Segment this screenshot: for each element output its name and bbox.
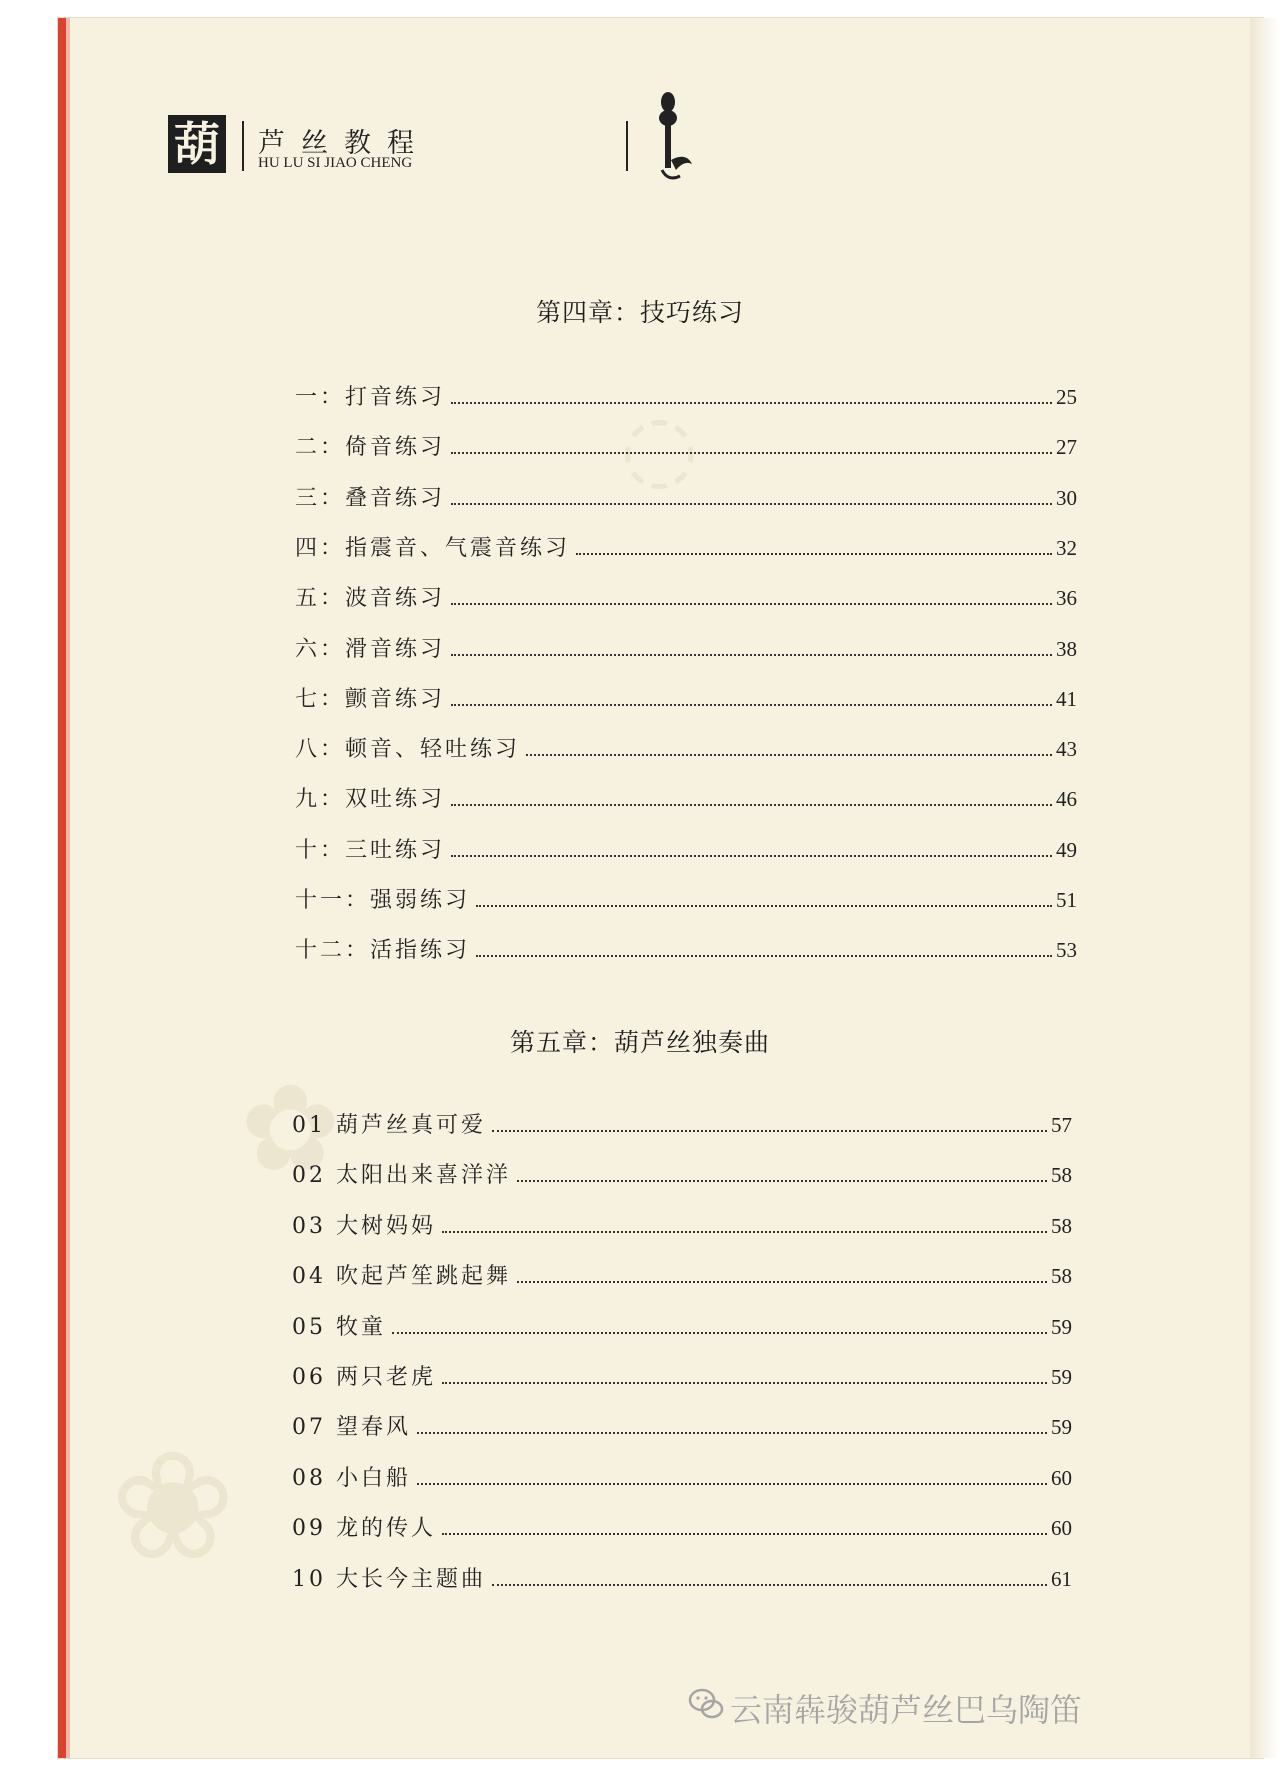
page-red-edge	[58, 18, 66, 1758]
toc-entry-label: 09 龙的传人	[292, 1516, 436, 1542]
toc-page-number: 60	[1051, 1465, 1072, 1490]
chapter5-title: 第五章：葫芦丝独奏曲	[509, 1028, 770, 1057]
toc-entry	[295, 682, 1077, 716]
toc-entry	[292, 1108, 1072, 1142]
toc-entry-label: 九：双吐练习	[295, 787, 446, 813]
toc-dot-leader	[392, 1331, 1047, 1334]
toc-page-number: 36	[1056, 586, 1077, 611]
toc-page-number: 43	[1056, 737, 1077, 762]
show-through-decoration: ❀	[110, 1420, 236, 1594]
toc-page-number: 27	[1056, 435, 1077, 460]
toc-entry-label: 06 两只老虎	[292, 1365, 436, 1390]
toc-entry-label: 08 小白船	[292, 1465, 411, 1491]
toc-dot-leader	[442, 1381, 1047, 1384]
toc-dot-leader	[451, 854, 1052, 857]
hulusi-brush-icon	[646, 90, 696, 185]
toc-entry-label: 六：滑音练习	[295, 636, 446, 662]
toc-entry	[295, 380, 1077, 414]
toc-dot-leader	[451, 803, 1052, 806]
toc-page-number: 58	[1051, 1213, 1072, 1238]
toc-page-number: 59	[1051, 1365, 1072, 1389]
toc-entry	[295, 581, 1077, 615]
toc-entry	[295, 883, 1077, 917]
toc-entry-label: 04 吹起芦笙跳起舞	[292, 1264, 511, 1290]
toc-page-number: 25	[1056, 385, 1077, 409]
toc-entry-label: 二：倚音练习	[295, 435, 446, 461]
toc-page-number: 41	[1056, 686, 1077, 711]
toc-dot-leader	[526, 753, 1052, 756]
toc-entry-label: 03 大树妈妈	[292, 1213, 436, 1239]
toc-entry	[295, 833, 1077, 867]
toc-entry	[292, 1259, 1072, 1293]
toc-entry	[292, 1310, 1072, 1344]
toc-entry	[292, 1158, 1072, 1192]
toc-dot-leader	[417, 1431, 1047, 1434]
toc-entry-label: 07 望春风	[292, 1415, 411, 1441]
toc-page-number: 58	[1051, 1264, 1072, 1289]
toc-page-number: 49	[1056, 837, 1077, 862]
toc-page-number: 32	[1056, 535, 1077, 560]
toc-dot-leader	[476, 904, 1052, 907]
toc-entry-label: 一：打音练习	[295, 385, 446, 410]
header-subtitle: HU LU SI JIAO CHENG	[258, 155, 413, 171]
toc-entry-label: 10 大长今主题曲	[292, 1566, 486, 1592]
header-title: 芦丝教程	[258, 128, 430, 159]
toc-page-number: 57	[1051, 1113, 1072, 1137]
toc-page-number: 46	[1056, 787, 1077, 812]
toc-entry	[295, 933, 1077, 967]
header-divider	[626, 121, 628, 171]
toc-page-number: 61	[1051, 1566, 1072, 1591]
toc-entry	[292, 1410, 1072, 1444]
toc-dot-leader	[442, 1532, 1047, 1535]
toc-page-number: 38	[1056, 636, 1077, 661]
toc-entry	[292, 1461, 1072, 1495]
toc-page-number: 59	[1051, 1415, 1072, 1440]
show-through-decoration: ◌	[620, 395, 699, 500]
watermark-text: 云南犇骏葫芦丝巴乌陶笛	[730, 1691, 1083, 1729]
toc-entry	[292, 1360, 1072, 1394]
show-through-decoration: ✿	[240, 1060, 341, 1199]
toc-dot-leader	[451, 602, 1052, 605]
toc-entry	[292, 1511, 1072, 1545]
toc-dot-leader	[492, 1129, 1047, 1132]
toc-dot-leader	[451, 401, 1052, 404]
toc-dot-leader	[451, 502, 1052, 505]
page-red-edge-inner	[66, 18, 70, 1758]
toc-entry	[295, 481, 1077, 515]
toc-dot-leader	[576, 552, 1052, 555]
page-right-shadow	[1250, 18, 1280, 1758]
toc-dot-leader	[451, 451, 1052, 454]
toc-page-number: 58	[1051, 1163, 1072, 1188]
header-divider	[242, 121, 244, 171]
toc-entry	[292, 1562, 1072, 1596]
toc-dot-leader	[476, 954, 1052, 957]
toc-dot-leader	[451, 653, 1052, 656]
toc-entry-label: 七：颤音练习	[295, 686, 446, 712]
toc-entry	[295, 732, 1077, 766]
toc-page-number: 51	[1056, 888, 1077, 912]
toc-dot-leader	[417, 1482, 1047, 1485]
toc-entry	[295, 430, 1077, 464]
toc-entry-label: 五：波音练习	[295, 586, 446, 612]
toc-entry	[295, 782, 1077, 816]
toc-dot-leader	[517, 1280, 1047, 1283]
toc-entry-label: 四：指震音、气震音练习	[295, 535, 571, 561]
toc-entry	[292, 1209, 1072, 1243]
toc-dot-leader	[451, 703, 1052, 706]
toc-page-number: 59	[1051, 1314, 1072, 1339]
toc-dot-leader	[492, 1583, 1047, 1586]
toc-entry-label: 三：叠音练习	[295, 485, 446, 511]
wechat-icon	[688, 1688, 724, 1720]
toc-entry-label: 05 牧童	[292, 1314, 386, 1340]
toc-entry-label: 01 葫芦丝真可爱	[292, 1113, 486, 1138]
toc-entry	[295, 531, 1077, 565]
logo-mark: 葫	[168, 115, 226, 173]
toc-page-number: 53	[1056, 938, 1077, 963]
toc-entry	[295, 632, 1077, 666]
toc-entry-label: 八：顿音、轻吐练习	[295, 737, 521, 763]
toc-entry-label: 02 太阳出来喜洋洋	[292, 1163, 511, 1189]
toc-dot-leader	[517, 1179, 1047, 1182]
toc-page-number: 30	[1056, 485, 1077, 510]
toc-dot-leader	[442, 1230, 1047, 1233]
toc-entry-label: 十一：强弱练习	[295, 888, 471, 913]
toc-page-number: 60	[1051, 1516, 1072, 1541]
toc-entry-label: 十二：活指练习	[295, 938, 471, 964]
toc-entry-label: 十：三吐练习	[295, 837, 446, 863]
chapter4-title: 第四章：技巧练习	[535, 298, 744, 327]
